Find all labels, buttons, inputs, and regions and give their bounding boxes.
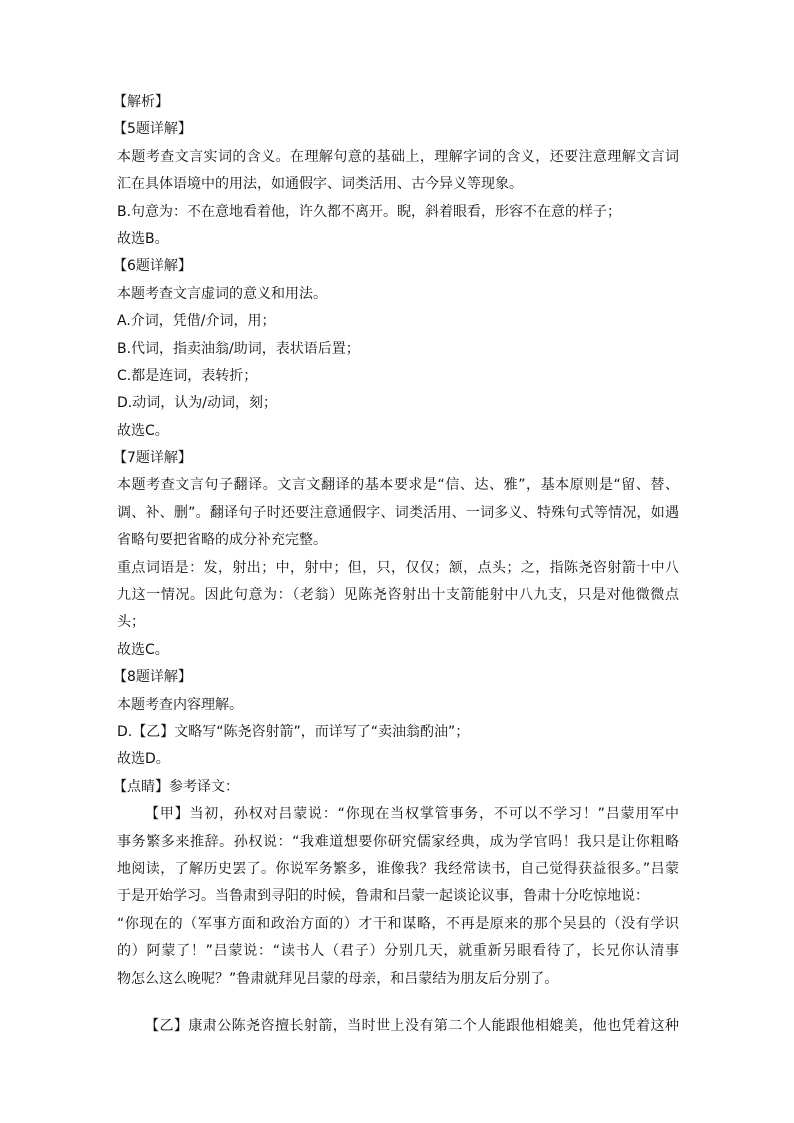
option-a: A.介词，凭借/介词，用；	[117, 313, 276, 330]
option-d: D.动词，认为/动词，刻；	[117, 395, 277, 412]
document-page	[113, 89, 679, 1040]
paragraph-line: 本题考查文言句子翻译。文言文翻译的基本要求是“信、达、雅”，基本原则是“留、替、	[117, 477, 679, 494]
paragraph-line: 头；	[117, 614, 145, 631]
tips-heading: 【点睛】参考译文：	[113, 778, 239, 795]
option-c: C.都是连词，表转折；	[117, 367, 258, 384]
paragraph-line: 汇在具体语境中的用法，如通假字、词类活用、古今异义等现象。	[117, 176, 523, 193]
paragraph-line: 本题考查内容理解。	[117, 696, 243, 713]
paragraph-line: 本题考查文言虚词的意义和用法。	[117, 285, 327, 302]
option-d: D.【乙】文略写“陈尧咨射箭”，而详写了“卖油翁酌油”；	[117, 723, 470, 740]
translation-line: 地阅读，了解历史罢了。你说军务繁多，谁像我？我经常读书，自己觉得获益很多。”吕蒙	[117, 860, 679, 877]
translation-line: 物怎么这么晚呢？”鲁肃就拜见吕蒙的母亲，和吕蒙结为朋友后分别了。	[117, 970, 559, 987]
question-7-heading: 【7题详解】	[113, 450, 192, 467]
answer-line: 故选D。	[117, 751, 170, 768]
paragraph-line: B.句意为：不在意地看着他，许久都不离开。睨，斜着眼看，形容不在意的样子；	[117, 203, 622, 220]
answer-line: 故选B。	[117, 230, 169, 247]
question-5-heading: 【5题详解】	[113, 121, 192, 138]
section-heading-analysis: 【解析】	[113, 94, 169, 110]
question-6-heading: 【6题详解】	[113, 258, 192, 275]
paragraph-line: 本题考查文言实词的含义。在理解句意的基础上，理解字词的含义，还要注意理解文言词	[117, 148, 679, 165]
answer-line: 故选C。	[117, 641, 169, 658]
translation-line: 的）阿蒙了！”吕蒙说：“读书人（君子）分别几天，就重新另眼看待了，长兄你认清事	[117, 943, 679, 960]
translation-line: 【甲】当初，孙权对吕蒙说：“你现在当权掌管事务，不可以不学习！”吕蒙用军中	[145, 806, 679, 823]
paragraph-line: 九这一情况。因此句意为：（老翁）见陈尧咨射出十支箭能射中八九支，只是对他微微点	[117, 587, 679, 604]
paragraph-line: 重点词语是：发，射出；中，射中；但，只，仅仅；颔，点头；之，指陈尧咨射箭十中八	[117, 559, 679, 576]
translation-line: “你现在的（军事方面和政治方面的）才干和谋略，不再是原来的那个吴县的（没有学识	[117, 915, 679, 932]
question-8-heading: 【8题详解】	[113, 669, 192, 686]
translation-line: 事务繁多来推辞。孙权说：“我难道想要你研究儒家经典，成为学官吗！我只是让你粗略	[117, 833, 679, 850]
translation-line: 【乙】康肃公陈尧咨擅长射箭，当时世上没有第二个人能跟他相媲美，他也凭着这种	[145, 1017, 679, 1034]
paragraph-line: 调、补、删”。翻译句子时还要注意通假字、词类活用、一词多义、特殊句式等情况，如遇	[117, 504, 679, 521]
answer-line: 故选C。	[117, 422, 169, 439]
translation-line: 于是开始学习。当鲁肃到寻阳的时候，鲁肃和吕蒙一起谈论议事，鲁肃十分吃惊地说：	[117, 888, 649, 905]
paragraph-line: 省略句要把省略的成分补充完整。	[117, 532, 327, 549]
option-b: B.代词，指卖油翁/助词，表状语后置；	[117, 340, 360, 357]
